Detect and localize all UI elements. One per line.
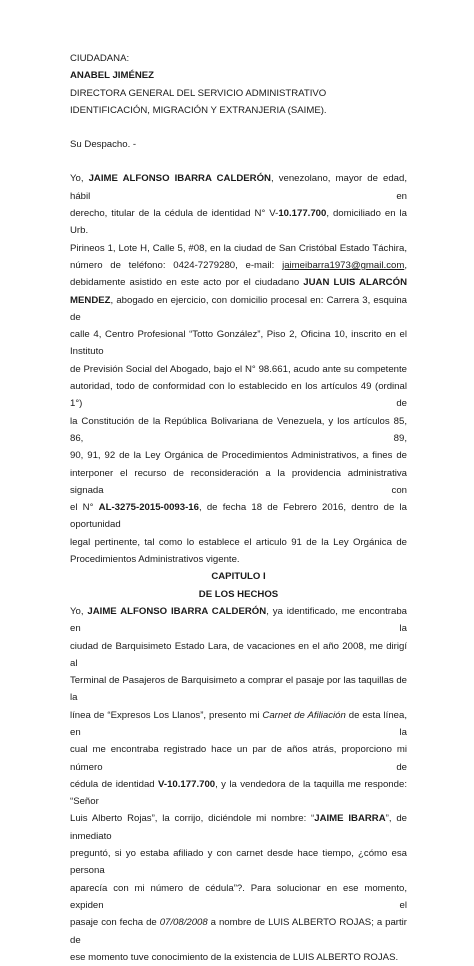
id-number: 10.177.700 xyxy=(278,208,327,220)
id-number: V-10.177.700 xyxy=(158,778,216,790)
text-run: cédula de identidad xyxy=(70,778,159,790)
intro-paragraph xyxy=(70,170,407,568)
chapter-subtitle: DE LOS HECHOS xyxy=(198,588,279,600)
lawyer-name: JUAN LUIS ALARCÓN xyxy=(303,277,408,289)
text-run: pasaje con fecha de xyxy=(70,917,160,929)
text-run: Yo, xyxy=(70,605,88,617)
text-run: , ya identificado, me encontraba en la xyxy=(70,605,407,635)
text-run: número de teléfono: 0424-7279280, e-mail: xyxy=(70,259,283,271)
text-run: , y la vendedora de la taquilla me responde: “Señor xyxy=(70,778,407,808)
text-line: legal pertinente, tal como lo establece el articulo 91 de la Ley Orgánica de xyxy=(70,536,407,548)
applicant-name: JAIME ALFONSO IBARRA CALDERÓN xyxy=(88,173,271,185)
greeting: Su Despacho. - xyxy=(70,139,137,151)
recipient-name: ANABEL JIMÉNEZ xyxy=(70,70,155,82)
text-line: 90, 91, 92 de la Ley Orgánica de Procedimientos Administrativos, a fines de xyxy=(70,450,407,462)
text-line: aparecía con mi número de cédula”?. Para solucionar en ese momento, expiden el xyxy=(70,882,407,911)
text-run: , de fecha 18 de Febrero 2016, dentro de la oportunidad xyxy=(70,502,407,531)
text-run: de esta línea, en la xyxy=(70,709,407,738)
text-line: autoridad, todo de conformidad con lo establecido en los artículos 49 (ordinal 1°) de xyxy=(70,381,407,410)
text-line: ciudad de Barquisimeto Estado Lara, de vacaciones en el año 2008, me dirigí al xyxy=(70,640,407,669)
text-line: interponer el recurso de reconsideración a la providencia administrativa signada con xyxy=(70,467,407,496)
text-run: , xyxy=(404,259,407,271)
chapter-title: CAPITULO I xyxy=(211,571,266,583)
applicant-name: JAIME ALFONSO IBARRA CALDERÓN xyxy=(87,605,267,617)
text-run: , venezolano, mayor de edad, hábil en xyxy=(70,173,407,202)
text-line: preguntó, si yo estaba afiliado y con carnet desde hace tiempo, ¿cómo esa persona xyxy=(70,848,407,877)
text-run: , domiciliado en la Urb. xyxy=(70,208,407,237)
text-run: línea de “Expresos Los Llanos”, presento mi xyxy=(70,709,263,721)
ticket-date: 07/08/2008 xyxy=(159,917,208,929)
text-run: Luis Alberto Rojas”, la corrijo, diciéndole mi nombre: “ xyxy=(70,813,315,825)
email-link[interactable]: jaimeibarra1973@gmail.com xyxy=(282,259,405,271)
text-run: ”, de inmediato xyxy=(70,813,408,842)
facts-paragraph xyxy=(70,603,407,966)
text-line: Terminal de Pasajeros de Barquisimeto a comprar el pasaje por las taquillas de la xyxy=(70,675,407,704)
text-line: ese momento tuve conocimiento de la existencia de LUIS ALBERTO ROJAS. xyxy=(70,951,399,963)
applicant-short-name: JAIME IBARRA xyxy=(314,813,386,825)
text-run: a nombre de LUIS ALBERTO ROJAS; a partir de xyxy=(70,917,407,946)
text-run: el N° xyxy=(70,502,99,514)
text-run: Yo, xyxy=(70,173,89,185)
recipient-title-line2: IDENTIFICACIÓN, MIGRACIÓN Y EXTRANJERIA (SAIME). xyxy=(70,104,327,116)
recipient-title-line1: DIRECTORA GENERAL DEL SERVICIO ADMINISTRATIVO xyxy=(70,87,327,99)
salutation: CIUDADANA: xyxy=(70,53,130,64)
text-run: , abogado en ejercicio, con domicilio procesal en: Carrera 3, esquina de xyxy=(70,294,407,323)
carnet-term: Carnet de Afiliación xyxy=(262,709,346,721)
text-line: la Constitución de la República Bolivariana de Venezuela, y los artículos 85, 86, 89, xyxy=(70,415,407,444)
text-line: Procedimientos Administrativos vigente. xyxy=(70,554,240,566)
text-line: de Previsión Social del Abogado, bajo el N° 98.661, acudo ante su competente xyxy=(70,363,407,375)
providencia-number: AL-3275-2015-0093-16 xyxy=(98,502,199,514)
text-line: calle 4, Centro Profesional “Totto González”, Piso 2, Oficina 10, inscrito en el Instituto xyxy=(70,329,407,358)
lawyer-name-cont: MENDEZ xyxy=(70,294,111,306)
text-run: debidamente asistido en este acto por el ciudadano xyxy=(70,277,304,289)
text-line: cual me encontraba registrado hace un par de años atrás, proporciono mi número de xyxy=(70,744,407,773)
text-line: Pirineos 1, Lote H, Calle 5, #08, en la ciudad de San Cristóbal Estado Táchira, xyxy=(70,242,407,254)
text-run: derecho, titular de la cédula de identidad N° V- xyxy=(70,208,279,220)
